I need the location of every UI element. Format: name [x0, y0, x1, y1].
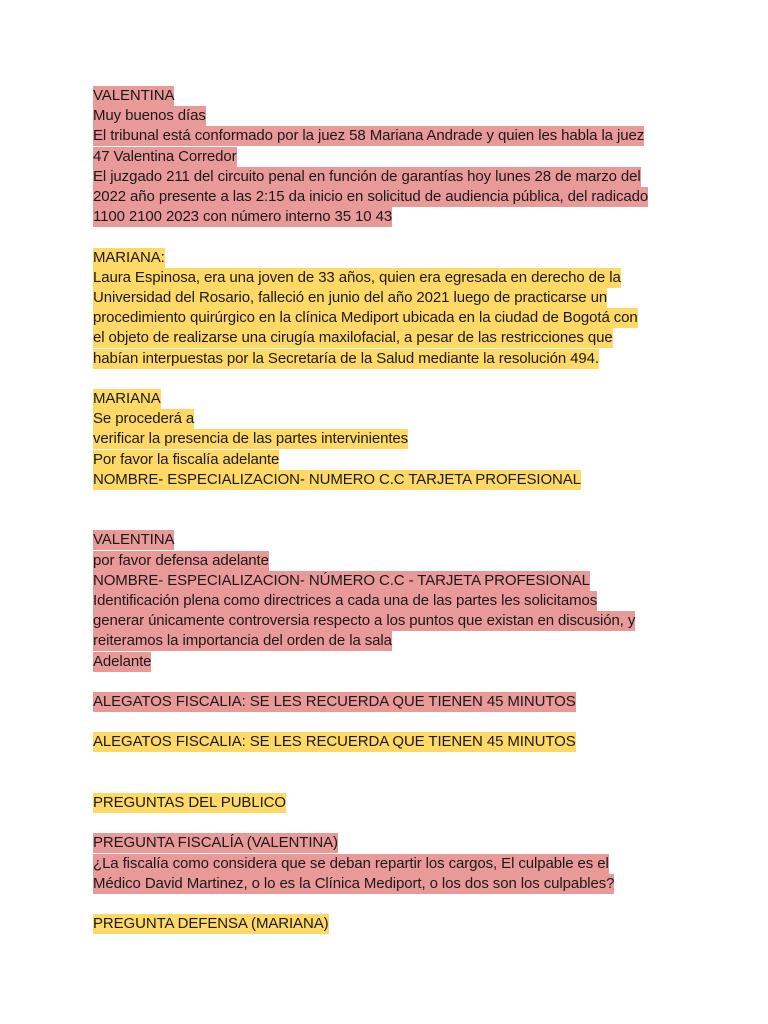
pregunta-defensa-block [93, 914, 673, 934]
section-heading: PREGUNTAS DEL PUBLICO [93, 794, 286, 812]
alegatos-fiscalia-second [93, 732, 673, 752]
section-heading: PREGUNTA DEFENSA (MARIANA) [93, 915, 329, 933]
text-line: El juzgado 211 del circuito penal en función de garantías hoy lunes 28 de marzo del [93, 167, 641, 185]
text-line: generar únicamente controversia respecto a los puntos que existan en discusión, y [93, 612, 636, 630]
text-line: Laura Espinosa, era una joven de 33 años, quien era egresada en derecho de la [93, 268, 621, 286]
text-line: Médico David Martinez, o lo es la Clínica Mediport, o los dos son los culpables? [93, 874, 615, 892]
text-line: NOMBRE- ESPECIALIZACION- NUMERO C.C TARJETA PROFESIONAL [93, 470, 581, 488]
text-line: NOMBRE- ESPECIALIZACION- NÚMERO C.C - TARJETA PROFESIONAL [93, 571, 590, 589]
text-line: habían interpuestas por la Secretaría de la Salud mediante la resolución 494. [93, 349, 599, 367]
text-line: por favor defensa adelante [93, 551, 269, 569]
text-line: ALEGATOS FISCALIA: SE LES RECUERDA QUE TIENEN 45 MINUTOS [93, 733, 576, 751]
text-line: Muy buenos días [93, 107, 206, 125]
preguntas-publico-heading [93, 793, 673, 813]
pregunta-fiscalia-block [93, 833, 673, 894]
speaker-label: MARIANA: [93, 248, 165, 266]
spacer [93, 227, 673, 247]
text-line: Se procederá a [93, 410, 195, 428]
text-line: Adelante [93, 652, 152, 670]
mariana-verification-block [93, 389, 673, 490]
text-line: procedimiento quirúrgico en la clínica Mediport ubicada en la ciudad de Bogotá con [93, 309, 638, 327]
valentina-opening-block [93, 86, 673, 227]
alegatos-fiscalia-first [93, 692, 673, 712]
text-line: Universidad del Rosario, falleció en junio del año 2021 luego de practicarse un [93, 289, 608, 307]
text-line: verificar la presencia de las partes intervinientes [93, 430, 409, 448]
text-line: Identificación plena como directrices a cada una de las partes les solicitamos [93, 592, 598, 610]
section-heading: PREGUNTA FISCALÍA (VALENTINA) [93, 834, 338, 852]
speaker-label: VALENTINA [93, 87, 175, 104]
document-page [93, 86, 673, 934]
text-line: 1100 2100 2023 con número interno 35 10 43 [93, 208, 393, 226]
speaker-label: VALENTINA [93, 531, 175, 549]
spacer [93, 712, 673, 732]
spacer [93, 753, 673, 793]
text-line: ALEGATOS FISCALIA: SE LES RECUERDA QUE TIENEN 45 MINUTOS [93, 693, 576, 711]
text-line: Por favor la fiscalía adelante [93, 450, 280, 468]
text-line: el objeto de realizarse una cirugía maxilofacial, a pesar de las restricciones que [93, 329, 613, 347]
text-line: reiteramos la importancia del orden de la sala [93, 632, 392, 650]
spacer [93, 672, 673, 692]
text-line: El tribunal está conformado por la juez 58 Mariana Andrade y quien les habla la juez [93, 127, 645, 145]
mariana-case-summary-block [93, 248, 673, 369]
valentina-defense-block [93, 530, 673, 671]
text-line: 2022 año presente a las 2:15 da inicio en solicitud de audiencia pública, del radicado [93, 188, 649, 206]
spacer [93, 490, 673, 530]
text-line: ¿La fiscalía como considera que se deban repartir los cargos, El culpable es el [93, 854, 609, 872]
spacer [93, 369, 673, 389]
text-line: 47 Valentina Corredor [93, 147, 237, 165]
spacer [93, 813, 673, 833]
speaker-label: MARIANA [93, 390, 161, 408]
spacer [93, 894, 673, 914]
